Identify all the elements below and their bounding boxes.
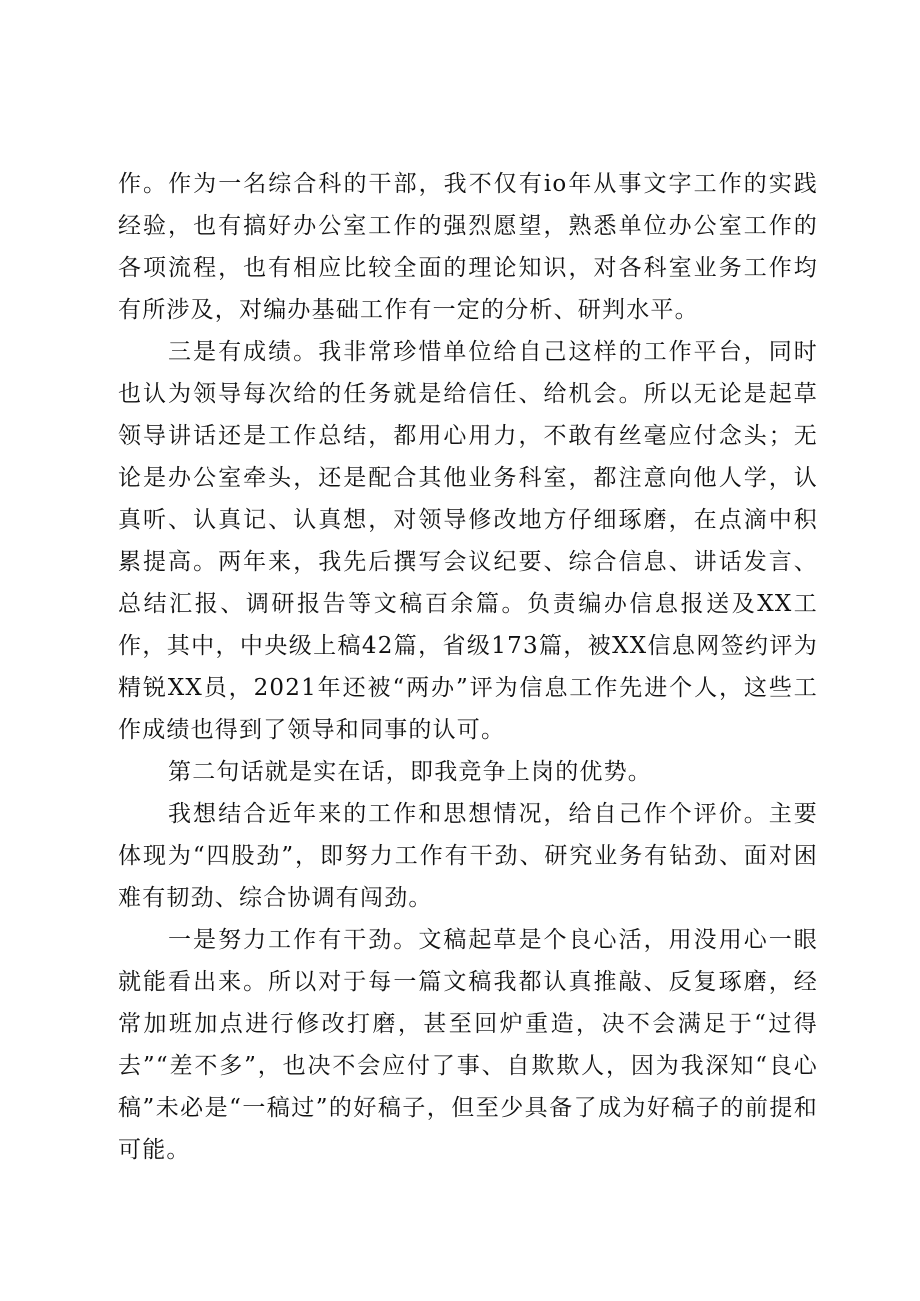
paragraph-second-point: 第二句话就是实在话，即我竞争上岗的优势。 (168, 759, 652, 785)
paragraph-self-evaluation: 我想结合近年来的工作和思想情况，给自己作个评价。主要体现为“四股劲”，即努力工作有干劲、研究业务有钻劲、面对困难有韧劲、综合协调有闯劲。 (118, 801, 818, 911)
document-body (118, 163, 818, 1171)
paragraph-hard-work: 一是努力工作有干劲。文稿起草是个良心活，用没用心一眼就能看出来。所以对于每一篇文稿我都认真推敲、反复琢磨，经常加班加点进行修改打磨，甚至回炉重造，决不会满足于“过得去”“差不多”，也决不会应付了事、自欺欺人，因为我深知“良心稿”未必是“一稿过”的好稿子，但至少具备了成为好稿子的前提和可能。 (118, 927, 818, 1163)
paragraph-achievements: 三是有成绩。我非常珍惜单位给自己这样的工作平台，同时也认为领导每次给的任务就是给信任、给机会。所以无论是起草领导讲话还是工作总结，都用心用力，不敢有丝毫应付念头；无论是办公室牵头，还是配合其他业务科室，都注意向他人学，认真听、认真记、认真想，对领导修改地方仔细琢磨，在点滴中积累提高。两年来，我先后撰写会议纪要、综合信息、讲话发言、总结汇报、调研报告等文稿百余篇。负责编办信息报送及XX工作，其中，中央级上稿42篇，省级173篇，被XX信息网签约评为精锐XX员，2021年还被“两办”评为信息工作先进个人，这些工作成绩也得到了领导和同事的认可。 (118, 339, 818, 743)
paragraph-continuation: 作。作为一名综合科的干部，我不仅有io年从事文字工作的实践经验，也有搞好办公室工作的强烈愿望，熟悉单位办公室工作的各项流程，也有相应比较全面的理论知识，对各科室业务工作均有所涉及，对编办基础工作有一定的分析、研判水平。 (118, 171, 818, 323)
